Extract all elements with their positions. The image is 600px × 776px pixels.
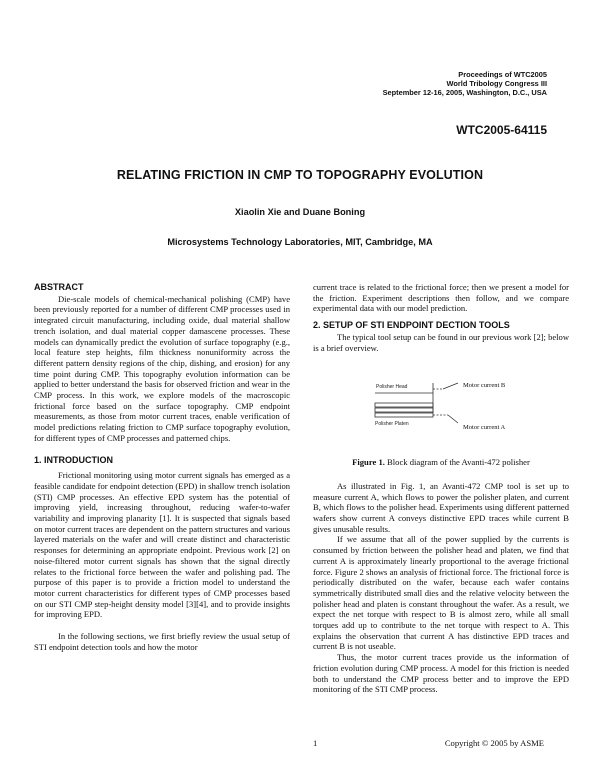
copyright: Copyright © 2005 by ASME [444, 738, 544, 748]
setup-paragraph-4: Thus, the motor current traces provide us the information of friction evolution during CMP process. A model for this friction is needed both to understand the CMP process better and to improve the EPD monitoring of the STI CMP process. [313, 652, 569, 695]
proceedings-header [383, 70, 547, 98]
polisher-platen-label: Polisher Platen [375, 421, 409, 428]
motor-current-a-label: Motor current A [463, 424, 506, 432]
figure-1-caption [313, 457, 569, 468]
pad-layer [375, 408, 433, 412]
intro-heading: 1. INTRODUCTION [34, 454, 114, 465]
header-line-3: September 12-16, 2005, Washington, D.C., USA [382, 88, 547, 98]
left-column [34, 282, 290, 653]
paper-title: RELATING FRICTION IN CMP TO TOPOGRAPHY EVOLUTION [116, 168, 484, 182]
paper-authors: Xiaolin Xie and Duane Boning [234, 207, 366, 217]
abstract-text: Die-scale models of chemical-mechanical polishing (CMP) have been previously reported for a number of different CMP processes used in integrated circuit manufacturing, including oxide, dual material shallow trench isolation, and dual material copper damascene processes. These models can dynamically predict the evolution of surface topography (e.g., local feature step heights, film thickness nonuniformity across the different pattern density regions of the chip, dishing, and erosion) for any time point during CMP. This topography evolution information can be applied to better understand the basis for observed friction and wear in the CMP process. In this work, we explore models of the macroscopic frictional force based on the surface topography. CMP endpoint measurements, as those from motor current traces, enable verification of model predictions relating friction to CMP surface topography evolution, for different types of CMP processes and patterned chips. [34, 293, 290, 443]
page-number: 1 [313, 738, 318, 748]
header-line-1: Proceedings of WTC2005 [458, 70, 547, 79]
intro-paragraph-1: Frictional monitoring using motor current signals has emerged as a feasible candidate for endpoint detection (EPD) in shallow trench isolation (STI) CMP processes. An effective EPD system has the potential of improving yield, increasing throughout, reducing wafer-to-wafer variability and improving planarity [1]. It is suspected that signals based on motor current traces are dependent on the pattern structures and various layered materials on the wafer and will create distinct and characteristic responses for determining an appropriate endpoint. Previous work [2] on noise-filtered motor current signals has shown that the signal directly relates to the frictional force between the wafer and polishing pad. The purpose of this paper is to provide a friction model to understand the motor current characteristics for different types of CMP processes based on our STI CMP step-height density model [3][4], and to provide insights for improving EPD. [34, 470, 290, 620]
header-line-2: World Tribology Congress III [446, 79, 547, 89]
setup-heading: 2. SETUP OF STI ENDPOINT DECTION TOOLS [313, 320, 510, 331]
motor-current-b-label: Motor current B [463, 382, 506, 390]
current-b-arrow [443, 383, 458, 389]
setup-paragraph-1: The typical tool setup can be found in our previous work [2]; below is a brief overview. [313, 331, 569, 353]
platen-layer [375, 413, 433, 417]
right-column [313, 282, 569, 695]
polisher-head-label: Polisher Head [376, 384, 408, 391]
intro-paragraph-2: In the following sections, we first briefly review the usual setup of STI endpoint detection tools and how the motor [34, 631, 290, 652]
figure-1-caption-label: Figure 1. [352, 457, 385, 468]
paper-id: WTC2005-64115 [456, 123, 547, 137]
setup-paragraph-3: If we assume that all of the power supplied by the currents is consumed by friction between the polisher head and platen, we find that current A is approximately linearly proportional to the average frictional force. Figure 2 shows an analysis of frictional force. The frictional force is periodically distributed on the wafer, because each wafer contains symmetrically distributed small dies and the relative velocity between the polisher head and platen is constant throughout the wafer. As a result, we expect the net torque with respect to B is almost zero, while all small torques add up to contribute to the net torque with respect to A. This explains the observation that current A has distinctive EPD traces and current B is not useable. [313, 534, 569, 652]
paper-affiliation: Microsystems Technology Laboratories, MIT, Cambridge, MA [167, 237, 433, 247]
figure-1 [313, 353, 569, 451]
setup-paragraph-2: As illustrated in Fig. 1, an Avanti-472 CMP tool is set up to measure current A, which flows to power the polisher platen, and current B, which flows to the polisher head. Experiments using different patterned wafers show current A conveys distinctive EPD traces while current B gives unusable results. [313, 480, 569, 534]
wafer-layer [375, 403, 433, 407]
abstract-heading: ABSTRACT [34, 282, 84, 292]
current-a-arrow [448, 415, 458, 423]
figure-1-caption-text: Block diagram of the Avanti-472 polisher [384, 457, 530, 468]
polisher-block-diagram [313, 353, 569, 451]
intro-continuation: current trace is related to the frictional force; then we present a model for the friction. Experiment descriptions then follow, and we compare experimental data with our model prediction. [313, 282, 569, 314]
